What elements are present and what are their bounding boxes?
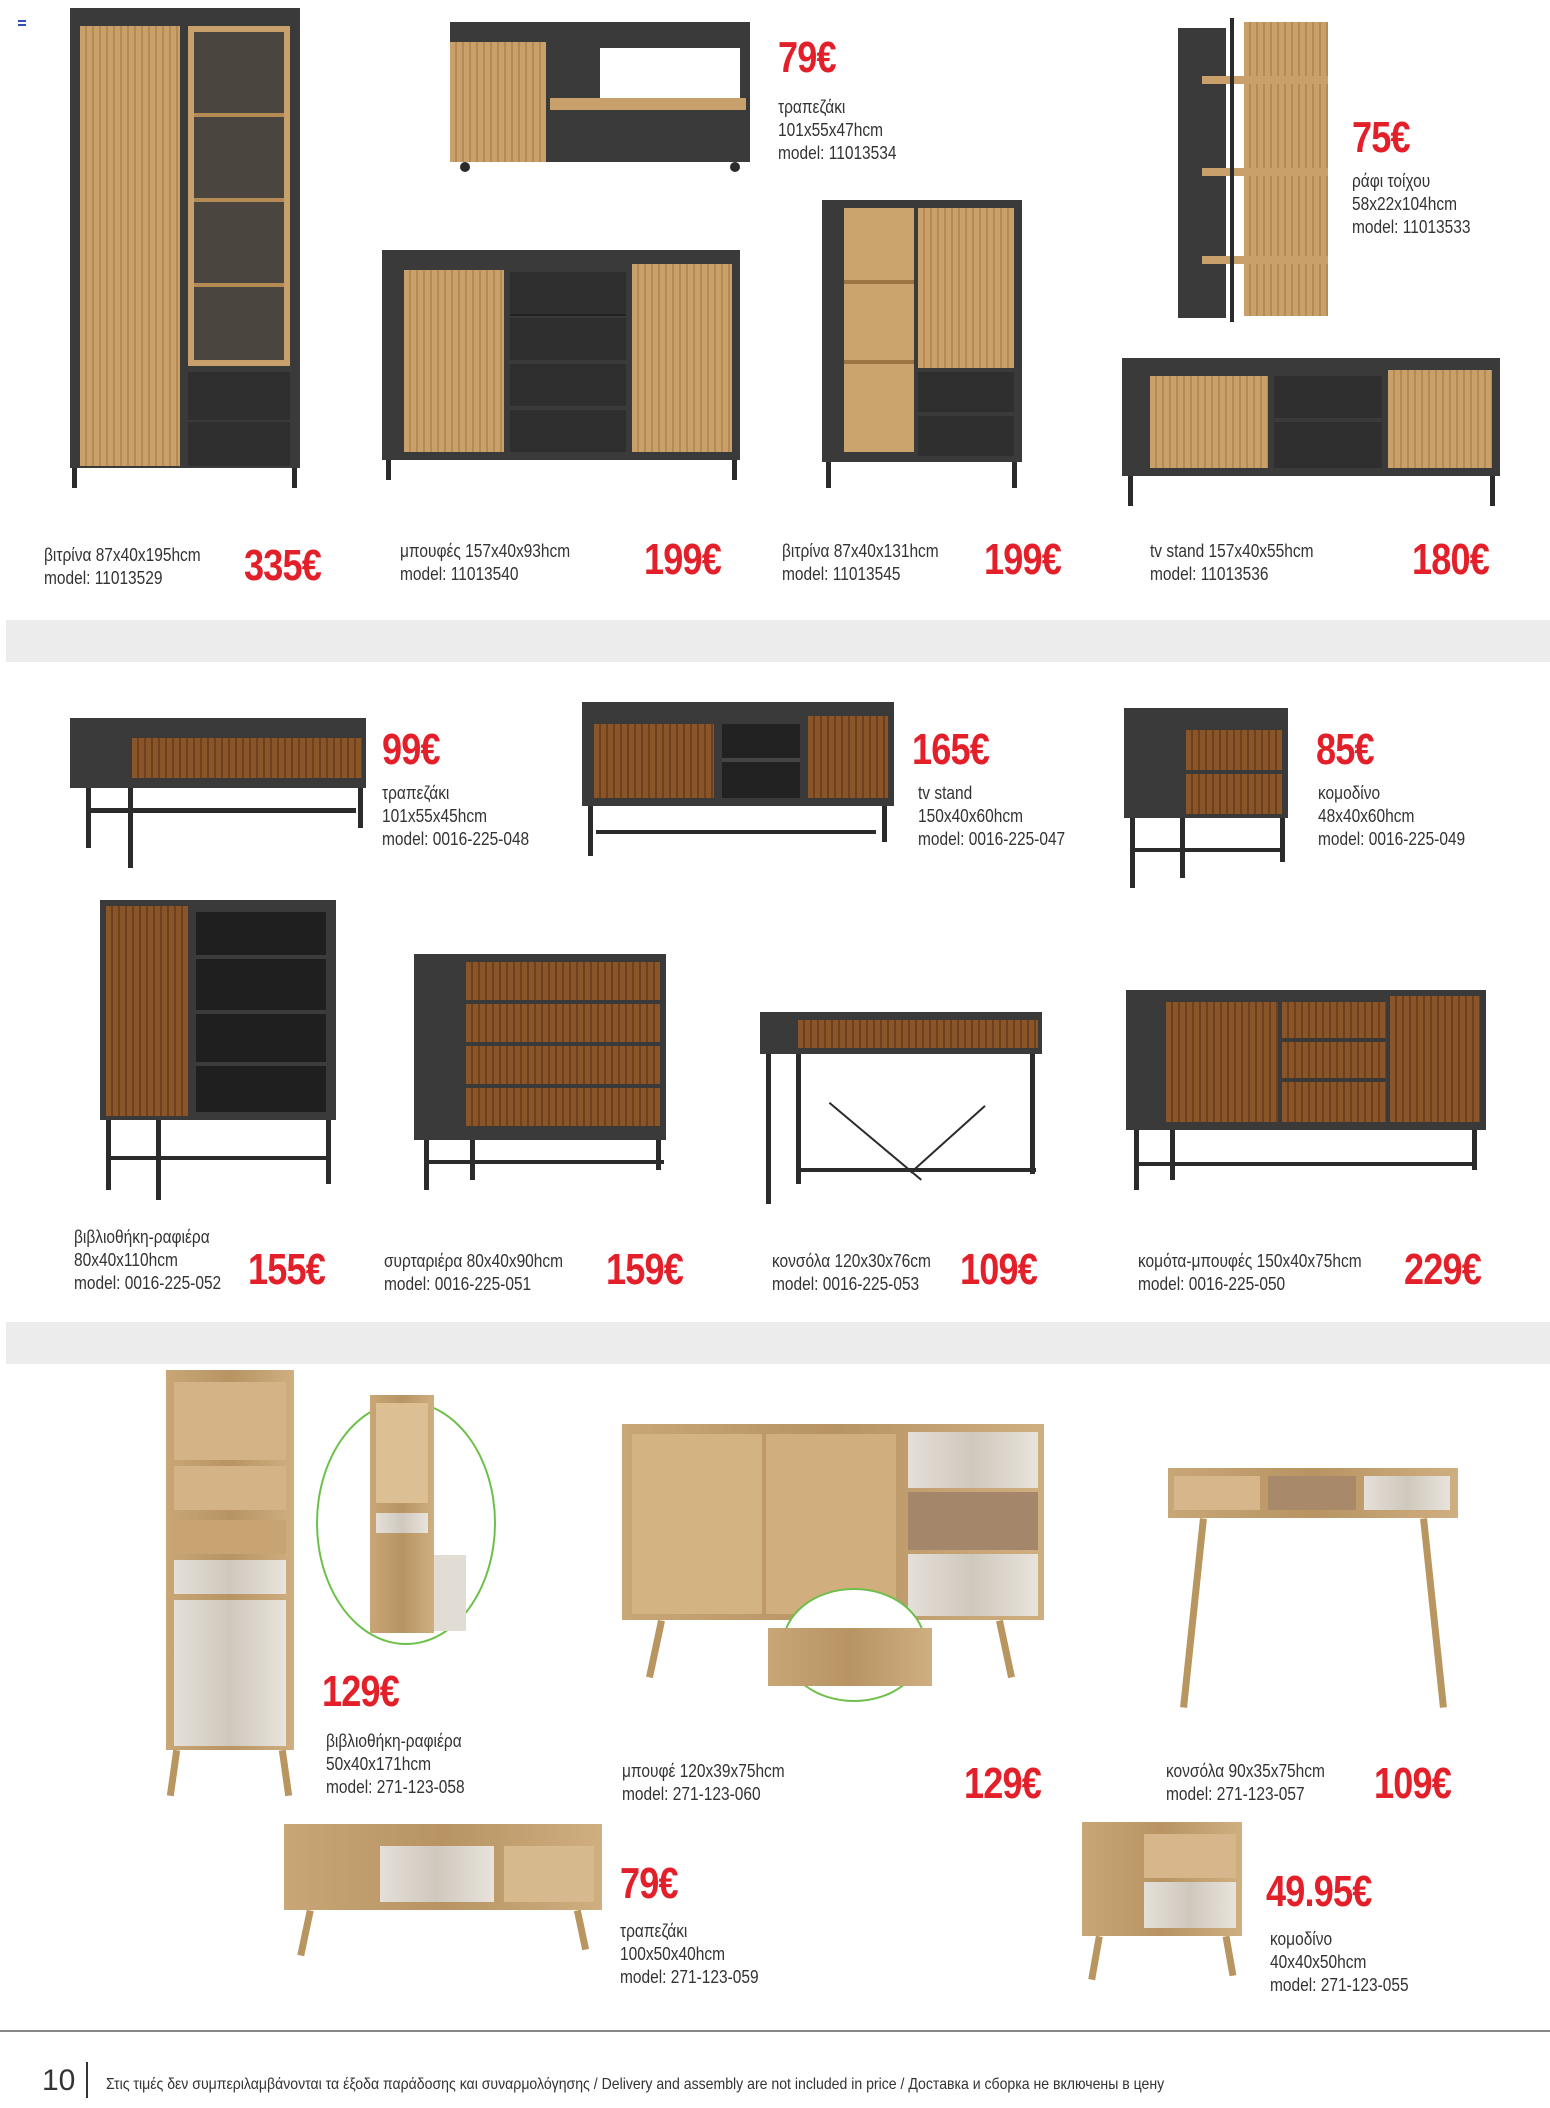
price-p9: 85€ (1316, 725, 1374, 774)
product-model: model: 271-123-060 (622, 1784, 761, 1804)
product-model: model: 271-123-058 (326, 1777, 465, 1797)
product-dimensions: 40x40x50hcm (1270, 1952, 1367, 1972)
product-info-p4 (782, 540, 939, 586)
product-image-tv-stand (1122, 358, 1500, 518)
product-image-bookcase-walnut (100, 900, 336, 1210)
product-dimensions: 101x55x47hcm (778, 120, 884, 140)
product-image-coffee-table-walnut (70, 718, 366, 870)
product-info-p14 (326, 1730, 465, 1799)
product-name: βιβλιοθήκη-ραφιέρα (326, 1731, 462, 1751)
product-model: model: 11013540 (400, 564, 519, 584)
price-p3: 199€ (644, 535, 721, 584)
product-model: model: 0016-225-048 (382, 829, 530, 849)
product-name: tv stand (918, 783, 973, 803)
product-image-coffee-table-oak (284, 1824, 602, 1964)
price-p10: 155€ (248, 1245, 325, 1294)
product-model: model: 0016-225-050 (1138, 1274, 1286, 1294)
price-p14: 129€ (322, 1667, 399, 1716)
product-name: τραπεζάκι (778, 97, 846, 117)
product-image-buffet (382, 250, 740, 480)
product-info-p18 (1270, 1928, 1409, 1997)
footer-separator (86, 2062, 88, 2098)
menu-icon[interactable] (18, 20, 26, 22)
product-name: βιτρίνα 87x40x131hcm (782, 541, 939, 561)
product-name: μπουφές 157x40x93hcm (400, 541, 571, 561)
product-name: κονσόλα 120x30x76cm (772, 1251, 931, 1271)
product-model: model: 11013534 (778, 143, 897, 163)
price-p18: 49.95€ (1266, 1867, 1372, 1916)
product-image-coffee-table (450, 22, 750, 172)
product-model: model: 271-123-059 (620, 1967, 759, 1987)
product-image-vitrina-tall (70, 8, 300, 488)
product-image-bookcase-oak (166, 1370, 296, 1802)
product-image-vitrina-short (822, 200, 1022, 490)
price-p5: 75€ (1352, 113, 1410, 162)
product-image-sideboard-oak (622, 1424, 1044, 1704)
product-info-p16 (1166, 1760, 1325, 1806)
section-separator (6, 1322, 1550, 1364)
product-name: κομότα-μπουφές 150x40x75hcm (1138, 1251, 1362, 1271)
product-model: model: 11013536 (1150, 564, 1269, 584)
product-dimensions: 101x55x45hcm (382, 806, 488, 826)
price-p8: 165€ (912, 725, 989, 774)
product-name: μπουφέ 120x39x75hcm (622, 1761, 785, 1781)
product-model: model: 11013533 (1352, 217, 1471, 237)
price-p17: 79€ (620, 1859, 678, 1908)
product-model: model: 0016-225-049 (1318, 829, 1466, 849)
product-model: model: 11013545 (782, 564, 901, 584)
product-info-p7 (382, 782, 529, 851)
product-image-chest-of-drawers (414, 954, 666, 1194)
product-dimensions: 50x40x171hcm (326, 1754, 432, 1774)
price-p1: 335€ (244, 541, 321, 590)
product-info-p11 (384, 1250, 563, 1296)
product-model: model: 271-123-057 (1166, 1784, 1305, 1804)
product-info-p2 (778, 96, 896, 165)
product-model: model: 0016-225-051 (384, 1274, 532, 1294)
product-model: model: 11013529 (44, 568, 163, 588)
price-p11: 159€ (606, 1245, 683, 1294)
product-info-p9 (1318, 782, 1465, 851)
product-info-p17 (620, 1920, 759, 1989)
price-p12: 109€ (960, 1245, 1037, 1294)
page-number: 10 (42, 2064, 76, 2097)
product-image-bookcase-oak-open (316, 1395, 500, 1649)
product-info-p13 (1138, 1250, 1362, 1296)
product-model: model: 0016-225-053 (772, 1274, 920, 1294)
product-name: τραπεζάκι (382, 783, 450, 803)
product-info-p12 (772, 1250, 931, 1296)
product-info-p10 (74, 1226, 221, 1295)
product-name: βιβλιοθήκη-ραφιέρα (74, 1227, 210, 1247)
product-name: τραπεζάκι (620, 1921, 688, 1941)
price-p2: 79€ (778, 33, 836, 82)
product-dimensions: 58x22x104hcm (1352, 194, 1458, 214)
product-name: συρταριέρα 80x40x90hcm (384, 1251, 564, 1271)
product-model: model: 0016-225-047 (918, 829, 1066, 849)
price-p7: 99€ (382, 725, 440, 774)
price-p4: 199€ (984, 535, 1061, 584)
product-image-wall-shelf (1178, 18, 1330, 328)
product-info-p1 (44, 544, 201, 590)
product-image-nightstand-oak (1082, 1822, 1242, 1982)
product-info-p5 (1352, 170, 1470, 239)
product-image-console-oak (1168, 1468, 1458, 1718)
product-image-sideboard-walnut (1126, 990, 1486, 1200)
product-image-console-walnut (760, 1012, 1042, 1212)
product-dimensions: 80x40x110hcm (74, 1250, 178, 1270)
price-p15: 129€ (964, 1759, 1041, 1808)
product-name: κομοδίνο (1270, 1929, 1333, 1949)
product-model: model: 0016-225-052 (74, 1273, 222, 1293)
product-info-p15 (622, 1760, 785, 1806)
footer-note: Στις τιμές δεν συμπεριλαμβάνονται τα έξοδα παράδοσης και συναρμολόγησης / Delivery and assembly are not included in price / Доставка и сборка не включены в цену (106, 2076, 1165, 2093)
footer-divider (0, 2030, 1550, 2032)
section-separator (6, 620, 1550, 662)
product-image-nightstand-walnut (1124, 708, 1288, 898)
product-model: model: 271-123-055 (1270, 1975, 1409, 1995)
product-name: κονσόλα 90x35x75hcm (1166, 1761, 1325, 1781)
product-dimensions: 150x40x60hcm (918, 806, 1024, 826)
product-image-tv-stand-walnut (582, 702, 894, 862)
product-info-p6 (1150, 540, 1314, 586)
product-dimensions: 48x40x60hcm (1318, 806, 1415, 826)
product-name: κομοδίνο (1318, 783, 1381, 803)
product-info-p8 (918, 782, 1065, 851)
product-name: ράφι τοίχου (1352, 171, 1431, 191)
product-name: βιτρίνα 87x40x195hcm (44, 545, 201, 565)
product-name: tv stand 157x40x55hcm (1150, 541, 1314, 561)
product-info-p3 (400, 540, 570, 586)
price-p16: 109€ (1374, 1759, 1451, 1808)
price-p6: 180€ (1412, 535, 1489, 584)
product-dimensions: 100x50x40hcm (620, 1944, 726, 1964)
price-p13: 229€ (1404, 1245, 1481, 1294)
